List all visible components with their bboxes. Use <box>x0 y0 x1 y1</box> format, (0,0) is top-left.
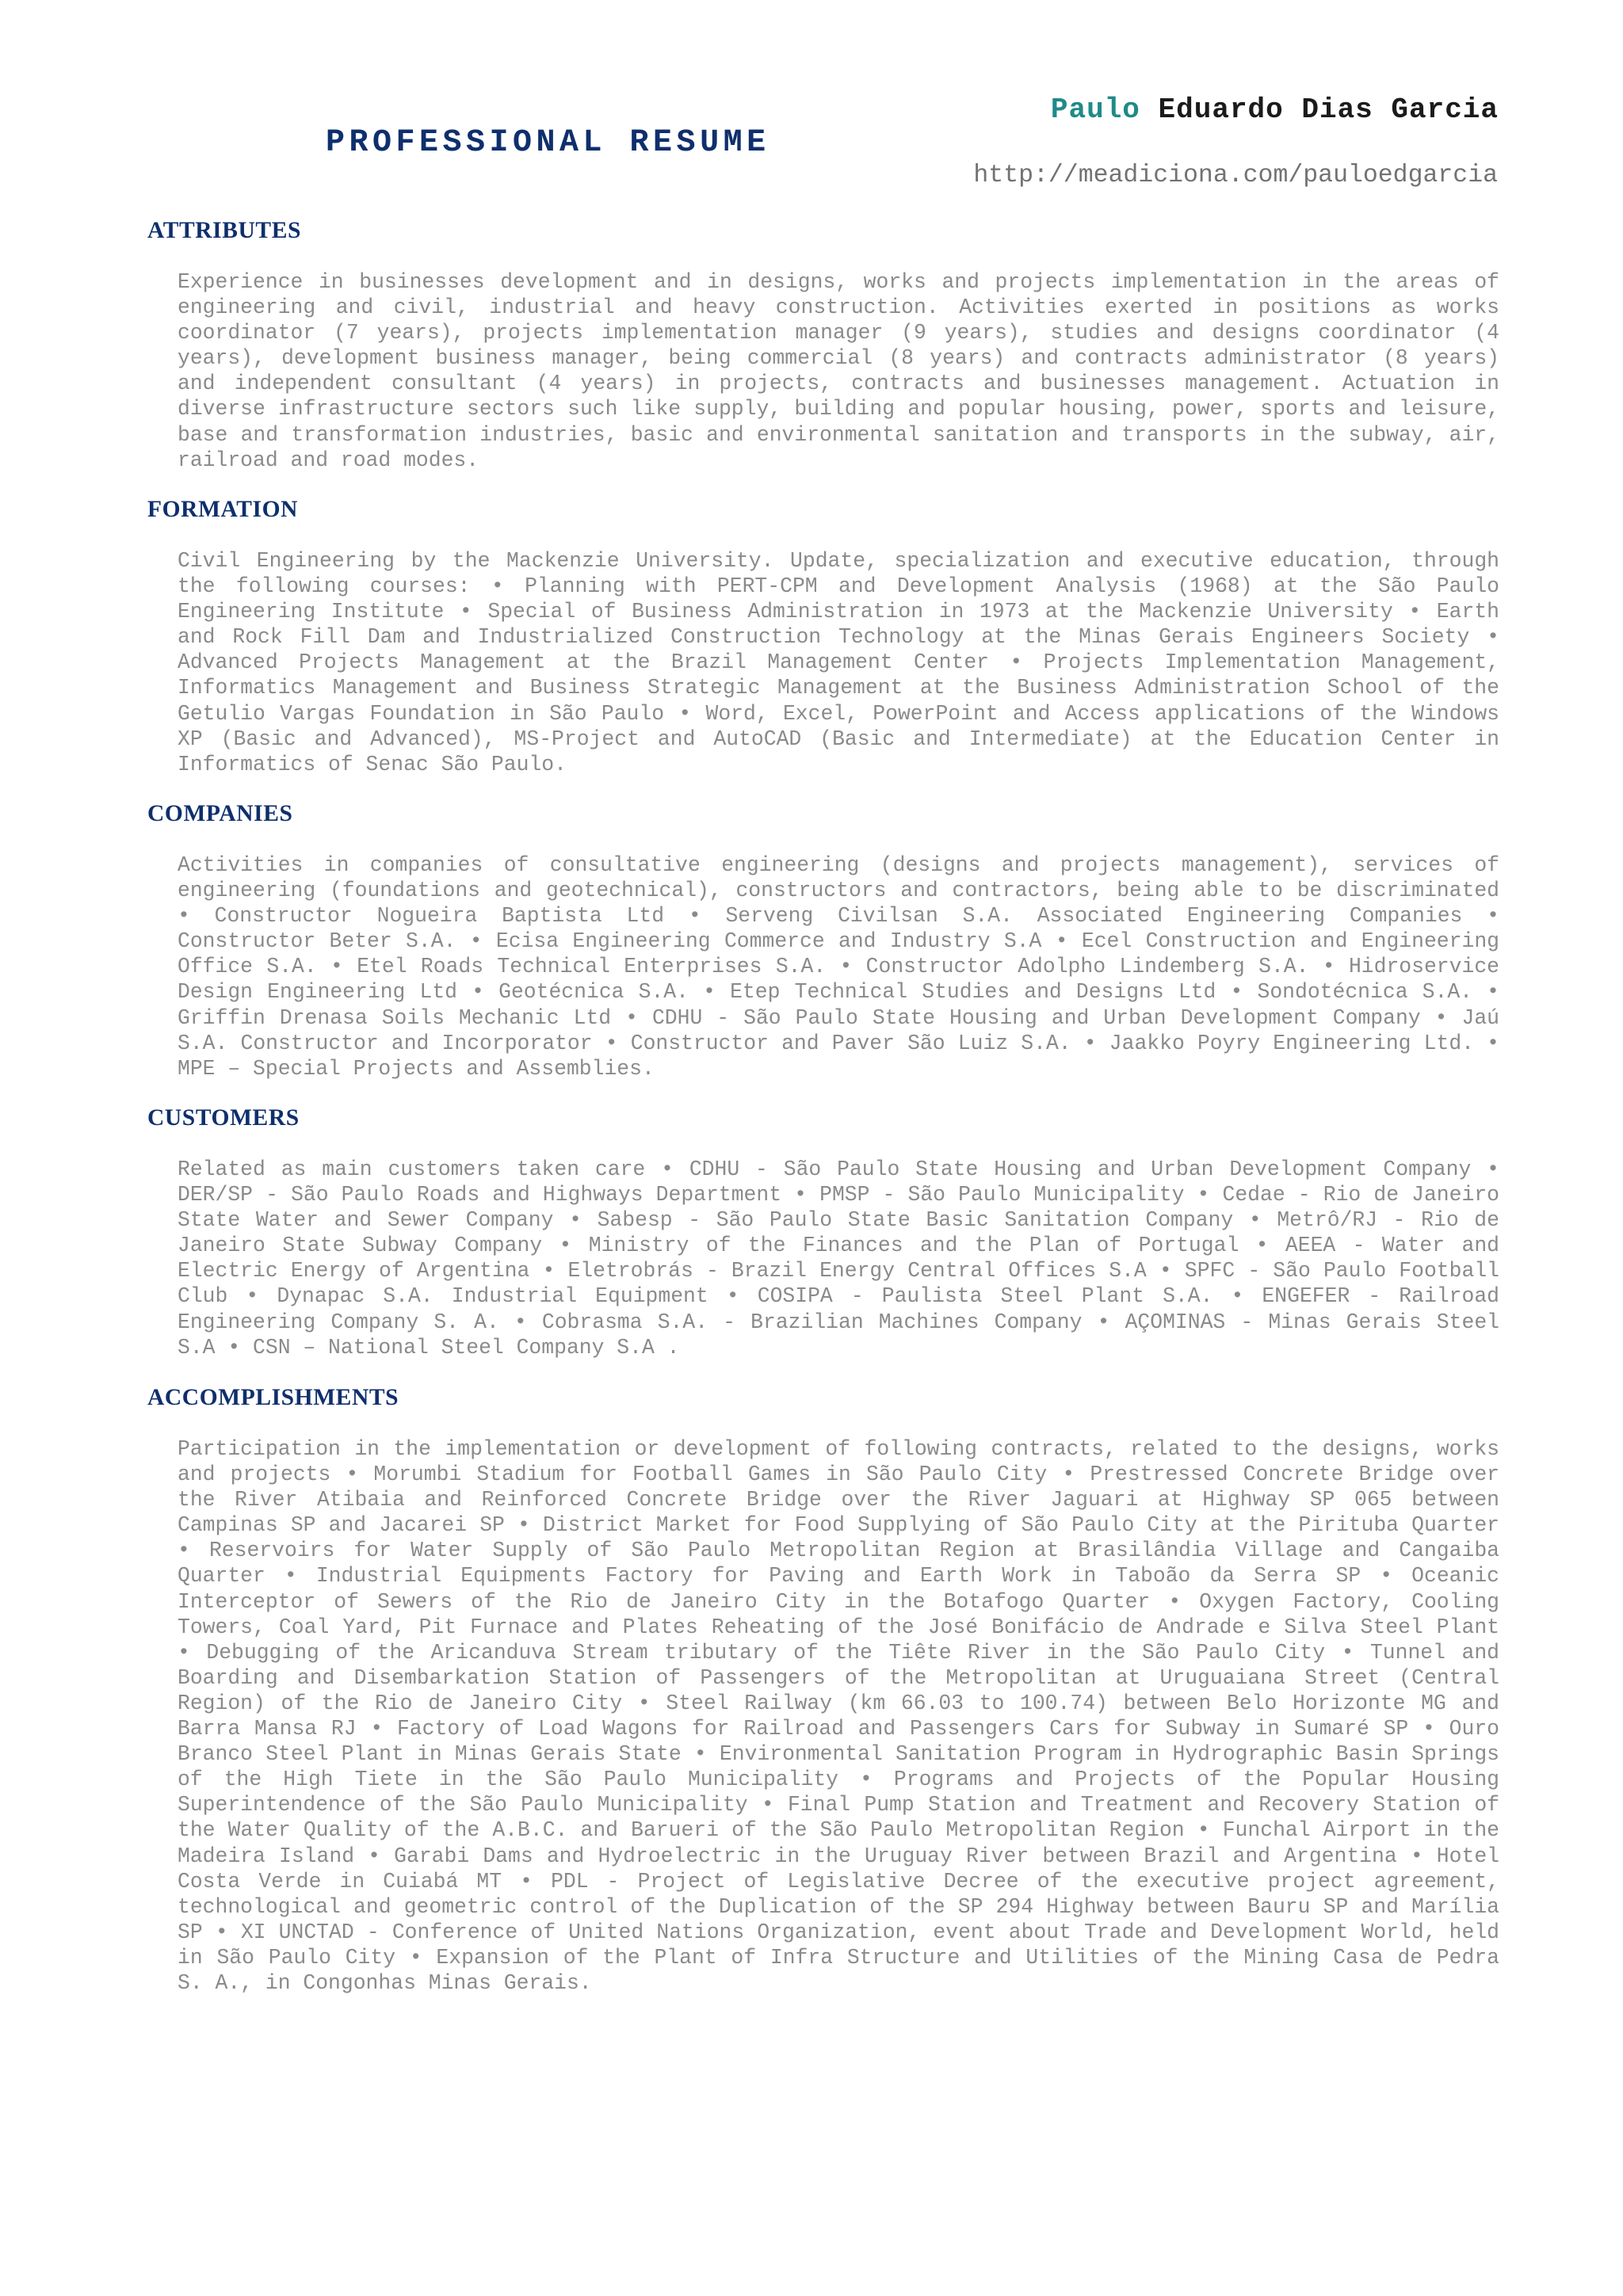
attributes-text: Experience in businesses development and in designs, works and projects implementation in the areas of engineering and civil, industrial and heavy construction. Activities exerted in positions as works coordinator (7 years), projects implementation manager (9 years), studies and designs coordinator (4 years), development business manager, being commercial (8 years) and contracts administrator (8 years) and independent consultant (4 years) in projects, contracts and businesses management. Actuation in diverse infrastructure sectors such like supply, building and popular housing, power, sports and leisure, base and transformation industries, basic and environmental sanitation and transports in the subway, air, railroad and road modes. <box>178 270 1499 472</box>
companies-section <box>147 800 1499 1081</box>
accomplishments-heading: ACCOMPLISHMENTS <box>147 1385 399 1410</box>
profile-url-link[interactable]: http://meadiciona.com/pauloedgarcia <box>973 162 1498 189</box>
formation-heading: FORMATION <box>147 497 299 522</box>
accomplishments-text: Participation in the implementation or development of following contracts, related to the designs, works and projects • Morumbi Stadium for Football Games in São Paulo City • Prestressed Concrete Bridge over the River Atibaia and Reinforced Concrete Bridge over the River Jaguari at Highway SP 065 between Campinas SP and Jacarei SP • District Market for Food Supplying of São Paulo City at the Pirituba Quarter • Reservoirs for Water Supply of São Paulo Metropolitan Region at Brasilândia Village and Cangaiba Quarter • Industrial Equipments Factory for Paving and Earth Work in Taboão da Serra SP • Oceanic Interceptor of Sewers of the Rio de Janeiro City in the Botafogo Quarter • Oxygen Factory, Cooling Towers, Coal Yard, Pit Furnace and Plates Reheating of the José Bonifácio de Andrade e Silva Steel Plant • Debugging of the Aricanduva Stream tributary of the Tiête River in the São Paulo City • Tunnel and Boarding and Disembarkation Station of Passengers of the Metropolitan at Uruguaiana Street (Central Region) of the Rio de Janeiro City • Steel Railway (km 66.03 to 100.74) between Belo Horizonte MG and Barra Mansa RJ • Factory of Load Wagons for Railroad and Passengers Cars for Subway in Sumaré SP • Ouro Branco Steel Plant in Minas Gerais State • Environmental Sanitation Program in Hydrographic Basin Springs of the High Tiete in the São Paulo Municipality • Programs and Projects of the Popular Housing Superintendence of the São Paulo Municipality • Final Pump Station and Treatment and Recovery Station of the Water Quality of the A.B.C. and Barueri of the São Paulo Metropolitan Region • Funchal Airport in the Madeira Island • Garabi Dams and Hydroelectric in the Uruguay River between Brazil and Argentina • Hotel Costa Verde in Cuiabá MT • PDL - Project of Legislative Decree of the executive project agreement, technological and geometric control of the Duplication of the SP 294 Highway between Bauru SP and Marília SP • XI UNCTAD - Conference of United Nations Organization, event about Trade and Development World, held in São Paulo City • Expansion of the Plant of Infra Structure and Utilities of the Mining Casa de Pedra S. A., in Congonhas Minas Gerais. <box>178 1437 1499 1995</box>
last-names: Eduardo Dias Garcia <box>1158 93 1499 126</box>
first-name: Paulo <box>1050 93 1140 126</box>
customers-heading: CUSTOMERS <box>147 1105 300 1131</box>
accomplishments-section <box>147 1384 1499 1995</box>
formation-section <box>147 496 1499 776</box>
customers-section <box>147 1104 1499 1360</box>
attributes-heading: ATTRIBUTES <box>147 218 301 243</box>
document-title: PROFESSIONAL RESUME <box>326 125 770 161</box>
person-name <box>1051 93 1499 126</box>
attributes-section <box>147 217 1499 472</box>
companies-heading: COMPANIES <box>147 801 293 826</box>
formation-text: Civil Engineering by the Mackenzie University. Update, specialization and executive education, through the following courses: • Planning with PERT-CPM and Development Analysis (1968) at the São Paulo Engineering Institute • Special of Business Administration in 1973 at the Mackenzie University • Earth and Rock Fill Dam and Industrialized Construction Technology at the Minas Gerais Engineers Society • Advanced Projects Management at the Brazil Management Center • Projects Implementation Management, Informatics Management and Business Strategic Management at the Business Administration School of the Getulio Vargas Foundation in São Paulo • Word, Excel, PowerPoint and Access applications of the Windows XP (Basic and Advanced), MS-Project and AutoCAD (Basic and Intermediate) at the Education Center in Informatics of Senac São Paulo. <box>178 549 1499 776</box>
companies-text: Activities in companies of consultative engineering (designs and projects management), services of engineering (foundations and geotechnical), constructors and contractors, being able to be discriminated • Constructor Nogueira Baptista Ltd • Serveng Civilsan S.A. Associated Engineering Companies • Constructor Beter S.A. • Ecisa Engineering Commerce and Industry S.A • Ecel Construction and Engineering Office S.A. • Etel Roads Technical Enterprises S.A. • Constructor Adolpho Lindemberg S.A. • Hidroservice Design Engineering Ltd • Geotécnica S.A. • Etep Technical Studies and Designs Ltd • Sondotécnica S.A. • Griffin Drenasa Soils Mechanic Ltd • CDHU - São Paulo State Housing and Urban Development Company • Jaú S.A. Constructor and Incorporator • Constructor and Paver São Luiz S.A. • Jaakko Poyry Engineering Ltd. • MPE – Special Projects and Assemblies. <box>178 853 1499 1081</box>
customers-text: Related as main customers taken care • CDHU - São Paulo State Housing and Urban Development Company • DER/SP - São Paulo Roads and Highways Department • PMSP - São Paulo Municipality • Cedae - Rio de Janeiro State Water and Sewer Company • Sabesp - São Paulo State Basic Sanitation Company • Metrô/RJ - Rio de Janeiro State Subway Company • Ministry of the Finances and the Plan of Portugal • AEEA - Water and Electric Energy of Argentina • Eletrobrás - Brazil Energy Central Offices S.A • SPFC - São Paulo Football Club • Dynapac S.A. Industrial Equipment • COSIPA - Paulista Steel Plant S.A. • ENGEFER - Railroad Engineering Company S. A. • Cobrasma S.A. - Brazilian Machines Company • AÇOMINAS - Minas Gerais Steel S.A • CSN – National Steel Company S.A . <box>178 1158 1499 1360</box>
